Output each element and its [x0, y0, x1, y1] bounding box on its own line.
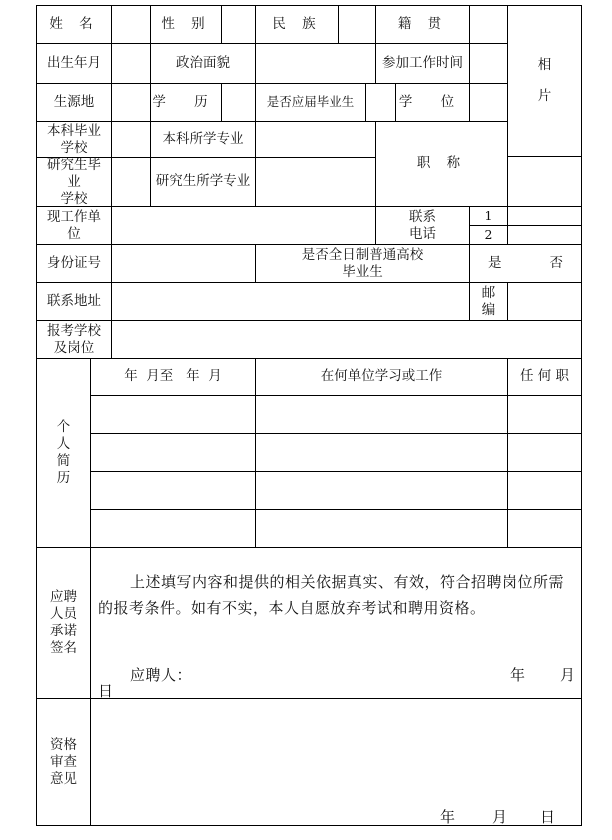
- resume-header-role: 任 何 职: [507, 358, 582, 396]
- label-fulltime-grad: 是否全日制普通高校 毕业生: [255, 244, 470, 283]
- pledge-year: 年: [510, 666, 526, 684]
- field-employer[interactable]: [111, 206, 376, 245]
- field-birth[interactable]: [111, 43, 151, 84]
- review-month: 月: [492, 808, 508, 826]
- phone-index-1: 1: [469, 206, 508, 226]
- label-work-start: 参加工作时间: [375, 43, 470, 84]
- photo-box: 相 片: [507, 5, 582, 157]
- label-bachelor-major: 本科所学专业: [150, 121, 256, 158]
- resume-row-4-role[interactable]: [507, 509, 582, 548]
- field-bachelor-school[interactable]: [111, 121, 151, 158]
- label-gender: 性 别: [150, 5, 222, 44]
- label-resume: 个 人 简 历: [36, 358, 91, 548]
- label-master-major: 研究生所学专业: [150, 157, 256, 207]
- field-education[interactable]: [221, 83, 256, 122]
- label-applied-position: 报考学校 及岗位: [36, 320, 112, 359]
- label-fresh-grad: 是否应届毕业生: [255, 83, 366, 122]
- option-no[interactable]: 否: [549, 254, 563, 271]
- label-postal-code: 邮 编: [469, 282, 508, 321]
- field-id-number[interactable]: [111, 244, 256, 283]
- label-hometown: 籍 贯: [375, 5, 470, 44]
- field-phone-2[interactable]: [507, 225, 582, 245]
- resume-row-2-role[interactable]: [507, 433, 582, 472]
- label-political: 政治面貌: [150, 43, 256, 84]
- field-address[interactable]: [111, 282, 470, 321]
- resume-row-1-period[interactable]: [90, 395, 256, 434]
- review-box[interactable]: [90, 698, 582, 826]
- resume-row-1-org[interactable]: [255, 395, 508, 434]
- label-name: 姓 名: [36, 5, 112, 44]
- resume-row-3-org[interactable]: [255, 471, 508, 510]
- field-work-start[interactable]: [469, 43, 508, 84]
- field-bachelor-major[interactable]: [255, 121, 376, 158]
- field-degree[interactable]: [469, 83, 508, 122]
- pledge-day: 日: [98, 682, 114, 700]
- label-id-number: 身份证号: [36, 244, 112, 283]
- fulltime-grad-choice[interactable]: [469, 244, 582, 283]
- field-gender[interactable]: [221, 5, 256, 44]
- resume-row-1-role[interactable]: [507, 395, 582, 434]
- option-yes[interactable]: 是: [488, 254, 502, 271]
- pledge-month: 月: [560, 666, 576, 684]
- label-bachelor-school: 本科毕业 学校: [36, 121, 112, 158]
- label-employer: 现工作单 位: [36, 206, 112, 245]
- label-education: 学 历: [150, 83, 222, 122]
- resume-header-org: 在何单位学习或工作: [255, 358, 508, 396]
- field-fresh-grad[interactable]: [365, 83, 396, 122]
- field-postal-code[interactable]: [507, 282, 582, 321]
- label-address: 联系地址: [36, 282, 112, 321]
- field-political[interactable]: [255, 43, 376, 84]
- resume-row-2-org[interactable]: [255, 433, 508, 472]
- field-applied-position[interactable]: [111, 320, 582, 359]
- review-day: 日: [540, 808, 556, 826]
- pledge-line-2: 的报考条件。如有不实，本人自愿放弃考试和聘用资格。: [98, 599, 486, 617]
- resume-row-4-period[interactable]: [90, 509, 256, 548]
- pledge-line-1: 上述填写内容和提供的相关依据真实、有效，符合招聘岗位所需: [130, 573, 565, 591]
- label-title: 职 称: [375, 121, 508, 207]
- label-origin: 生源地: [36, 83, 112, 122]
- label-degree: 学 位: [395, 83, 470, 122]
- label-ethnicity: 民 族: [255, 5, 339, 44]
- label-review: 资格 审查 意见: [36, 698, 91, 826]
- label-contact-phone: 联系 电话: [375, 206, 470, 245]
- label-master-school: 研究生毕 业 学校: [36, 157, 112, 207]
- resume-row-3-role[interactable]: [507, 471, 582, 510]
- resume-header-period: 年 月至 年 月: [90, 358, 256, 396]
- resume-row-2-period[interactable]: [90, 433, 256, 472]
- phone-index-2: 2: [469, 225, 508, 245]
- field-origin[interactable]: [111, 83, 151, 122]
- resume-row-3-period[interactable]: [90, 471, 256, 510]
- field-hometown[interactable]: [469, 5, 508, 44]
- review-year: 年: [440, 808, 456, 826]
- resume-row-4-org[interactable]: [255, 509, 508, 548]
- label-birth: 出生年月: [36, 43, 112, 84]
- field-master-major[interactable]: [255, 157, 376, 207]
- label-pledge: 应聘 人员 承诺 签名: [36, 547, 91, 699]
- field-phone-1[interactable]: [507, 206, 582, 226]
- field-title[interactable]: [507, 156, 582, 207]
- field-ethnicity[interactable]: [338, 5, 376, 44]
- field-master-school[interactable]: [111, 157, 151, 207]
- pledge-signer-label: 应聘人：: [130, 666, 193, 684]
- field-name[interactable]: [111, 5, 151, 44]
